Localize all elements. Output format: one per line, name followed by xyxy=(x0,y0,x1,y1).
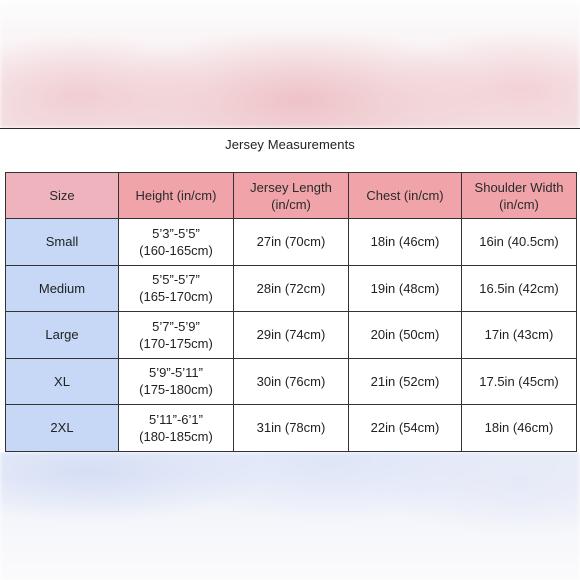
header-chest xyxy=(349,173,462,219)
chest-cell: 19in (48cm) xyxy=(349,265,462,312)
height-cm: (170-175cm) xyxy=(139,335,213,351)
table-row xyxy=(6,219,577,266)
height-cell xyxy=(119,219,234,266)
blurred-background-top xyxy=(0,0,580,128)
size-chart-panel xyxy=(0,128,580,452)
table-row xyxy=(6,312,577,359)
size-cell: XL xyxy=(6,358,119,405)
height-cm: (160-165cm) xyxy=(139,242,213,258)
shoulder-width-cell: 16.5in (42cm) xyxy=(462,265,577,312)
height-cm: (165-170cm) xyxy=(139,289,213,305)
chest-cell: 21in (52cm) xyxy=(349,358,462,405)
size-chart-table xyxy=(5,172,577,452)
jersey-length-cell: 29in (74cm) xyxy=(234,312,349,359)
header-row xyxy=(6,173,577,219)
shoulder-width-cell: 17.5in (45cm) xyxy=(462,358,577,405)
table-row xyxy=(6,405,577,452)
chest-cell: 20in (50cm) xyxy=(349,312,462,359)
shoulder-width-cell: 16in (40.5cm) xyxy=(462,219,577,266)
header-shoulder-width xyxy=(462,173,577,219)
header-jersey-length-unit: (in/cm) xyxy=(271,196,311,212)
chest-cell: 18in (46cm) xyxy=(349,219,462,266)
height-cell xyxy=(119,312,234,359)
jersey-length-cell: 31in (78cm) xyxy=(234,405,349,452)
height-ft-in: 5’7”-5’9” xyxy=(152,318,200,334)
header-chest-label: Chest (in/cm) xyxy=(366,188,444,203)
chest-cell: 22in (54cm) xyxy=(349,405,462,452)
height-cell xyxy=(119,265,234,312)
jersey-length-cell: 28in (72cm) xyxy=(234,265,349,312)
shoulder-width-cell: 17in (43cm) xyxy=(462,312,577,359)
size-cell: Small xyxy=(6,219,119,266)
header-height xyxy=(119,173,234,219)
height-cell xyxy=(119,405,234,452)
height-cm: (175-180cm) xyxy=(139,382,213,398)
header-jersey-length-label: Jersey Length xyxy=(250,179,332,195)
height-ft-in: 5’9”-5’11” xyxy=(149,365,203,381)
shoulder-width-cell: 18in (46cm) xyxy=(462,405,577,452)
size-cell: 2XL xyxy=(6,405,119,452)
height-cell xyxy=(119,358,234,405)
blurred-background-bottom xyxy=(0,452,580,580)
size-cell: Medium xyxy=(6,265,119,312)
header-size xyxy=(6,173,119,219)
header-shoulder-width-unit: (in/cm) xyxy=(499,196,539,212)
height-ft-in: 5’5”-5’7” xyxy=(152,272,200,288)
size-cell: Large xyxy=(6,312,119,359)
header-shoulder-width-label: Shoulder Width xyxy=(474,179,564,195)
height-ft-in: 5’3”-5’5” xyxy=(152,225,200,241)
height-cm: (180-185cm) xyxy=(139,428,213,444)
jersey-length-cell: 30in (76cm) xyxy=(234,358,349,405)
table-row xyxy=(6,358,577,405)
header-height-label: Height (in/cm) xyxy=(135,188,217,203)
header-jersey-length xyxy=(234,173,349,219)
chart-title: Jersey Measurements xyxy=(225,137,355,152)
table-row xyxy=(6,265,577,312)
jersey-length-cell: 27in (70cm) xyxy=(234,219,349,266)
height-ft-in: 5’11”-6’1” xyxy=(149,411,203,427)
header-size-label: Size xyxy=(49,188,75,203)
